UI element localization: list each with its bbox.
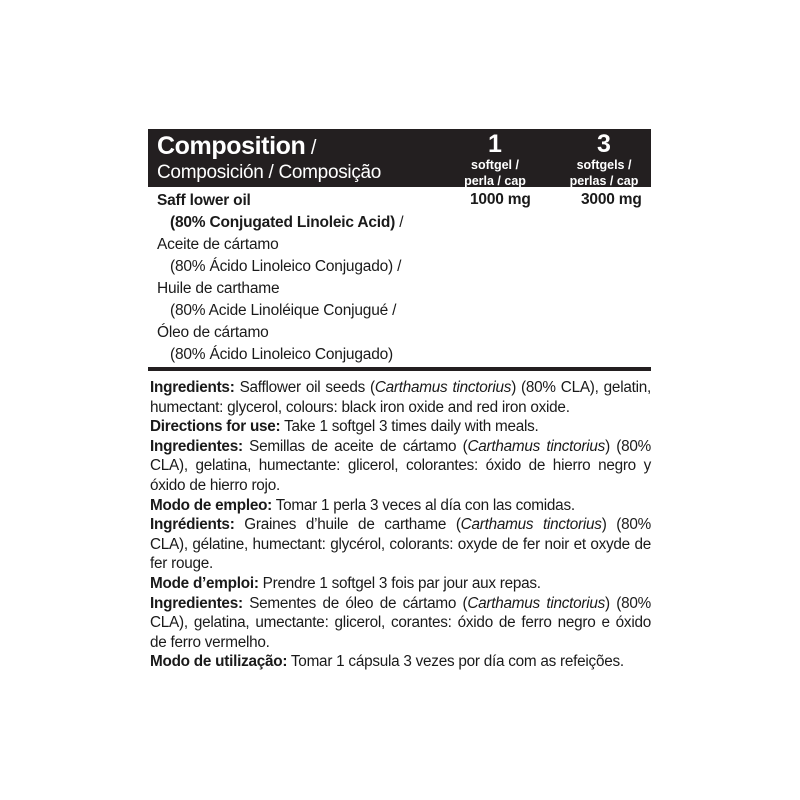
header-col-1-softgel [459, 132, 531, 189]
ingredient-desc-en [170, 215, 403, 231]
col1-number: 1 [488, 130, 502, 158]
ingredients-fr-label: Ingrédients: [150, 516, 235, 534]
directions-pt [150, 652, 651, 672]
ingredients-en [150, 378, 651, 417]
ingredients-pt-label: Ingredientes: [150, 594, 243, 612]
directions-fr [150, 574, 651, 594]
ingredients-en-text-b: ) (80% CLA), gelatin, humectant: glycerol, colours: black iron oxide and red iron oxide. [150, 379, 652, 416]
ingredients-es-label: Ingredientes: [150, 437, 243, 455]
ingredients-fr [150, 515, 651, 574]
directions-en-text: Take 1 softgel 3 times daily with meals. [280, 418, 539, 436]
ingredient-name-en: Saff lower oil [157, 192, 251, 209]
composition-rows [148, 187, 651, 371]
ingredient-desc-fr: (80% Acide Linoléique Conjugué / [170, 302, 397, 319]
ingredients-pt-text-b: ) (80% CLA), gelatina, umectante: glicerol, corantes: óxido de ferro negro e óxido de ferro vermelho. [150, 594, 651, 651]
col2-label-line1: softgels / [576, 158, 632, 172]
ingredients-fr-text-b: ) (80% CLA), gélatine, humectant: glycérol, colorants: oxyde de fer noir et oxyde de fer rouge. [150, 516, 651, 573]
header-subtitle: Composición / Composição [157, 162, 382, 183]
title-slash: / [305, 137, 317, 159]
directions-en [150, 417, 651, 437]
composition-table [148, 129, 651, 371]
directions-es [150, 496, 651, 516]
ingredients-fr-text-a: Graines d’huile de carthame ( [234, 516, 461, 534]
ingredients-en-latin: Carthamus tinctorius [374, 379, 512, 396]
directions-pt-text: Tomar 1 cápsula 3 vezes por día com as refeições. [287, 653, 624, 671]
ingredient-name-fr: Huile de carthame [157, 280, 280, 297]
ingredient-name-es: Aceite de cártamo [157, 236, 279, 253]
ingredients-fr-latin: Carthamus tinctorius [460, 516, 602, 534]
directions-en-label: Directions for use: [150, 418, 281, 436]
ingredient-desc-pt: (80% Ácido Linoleico Conjugado) [170, 346, 394, 363]
directions-fr-text: Prendre 1 softgel 3 fois par jour aux repas. [258, 574, 541, 592]
ingredients-en-label: Ingredients: [150, 379, 235, 396]
ingredients-block [150, 378, 651, 672]
directions-fr-label: Mode d’emploi: [150, 574, 259, 592]
amount-1-softgel: 1000 mg [470, 191, 531, 208]
ingredients-es [150, 437, 651, 496]
amount-3-softgels: 3000 mg [581, 191, 642, 208]
ingredient-desc-en-slash: / [395, 214, 404, 231]
ingredient-desc-es: (80% Ácido Linoleico Conjugado) / [170, 258, 402, 275]
ingredients-pt-latin: Carthamus tinctorius [467, 594, 606, 612]
col2-number: 3 [597, 130, 611, 158]
ingredients-pt [150, 594, 651, 653]
directions-pt-label: Modo de utilização: [150, 653, 288, 671]
ingredients-es-text-a: Semillas de aceite de cártamo ( [242, 437, 468, 455]
table-header [148, 129, 651, 187]
ingredient-name-pt: Óleo de cártamo [157, 324, 269, 341]
ingredient-desc-en-text: (80% Conjugated Linoleic Acid) [170, 214, 396, 231]
header-col-3-softgels [560, 132, 648, 189]
ingredients-en-text-a: Safflower oil seeds ( [234, 379, 375, 396]
ingredients-pt-text-a: Sementes de óleo de cártamo ( [242, 594, 468, 612]
directions-es-text: Tomar 1 perla 3 veces al día con las comidas. [272, 496, 575, 514]
col1-label-line2: perla / cap [464, 174, 526, 188]
col1-label-line1: softgel / [471, 158, 519, 172]
directions-es-label: Modo de empleo: [150, 496, 273, 514]
ingredients-es-text-b: ) (80% CLA), gelatina, humectante: glicerol, colorantes: óxido de hierro negro y óxido de hierro rojo. [150, 437, 651, 494]
col2-label-line2: perlas / cap [569, 174, 639, 188]
ingredients-es-latin: Carthamus tinctorius [467, 437, 606, 455]
header-title [157, 134, 316, 159]
title-text: Composition [157, 132, 306, 160]
